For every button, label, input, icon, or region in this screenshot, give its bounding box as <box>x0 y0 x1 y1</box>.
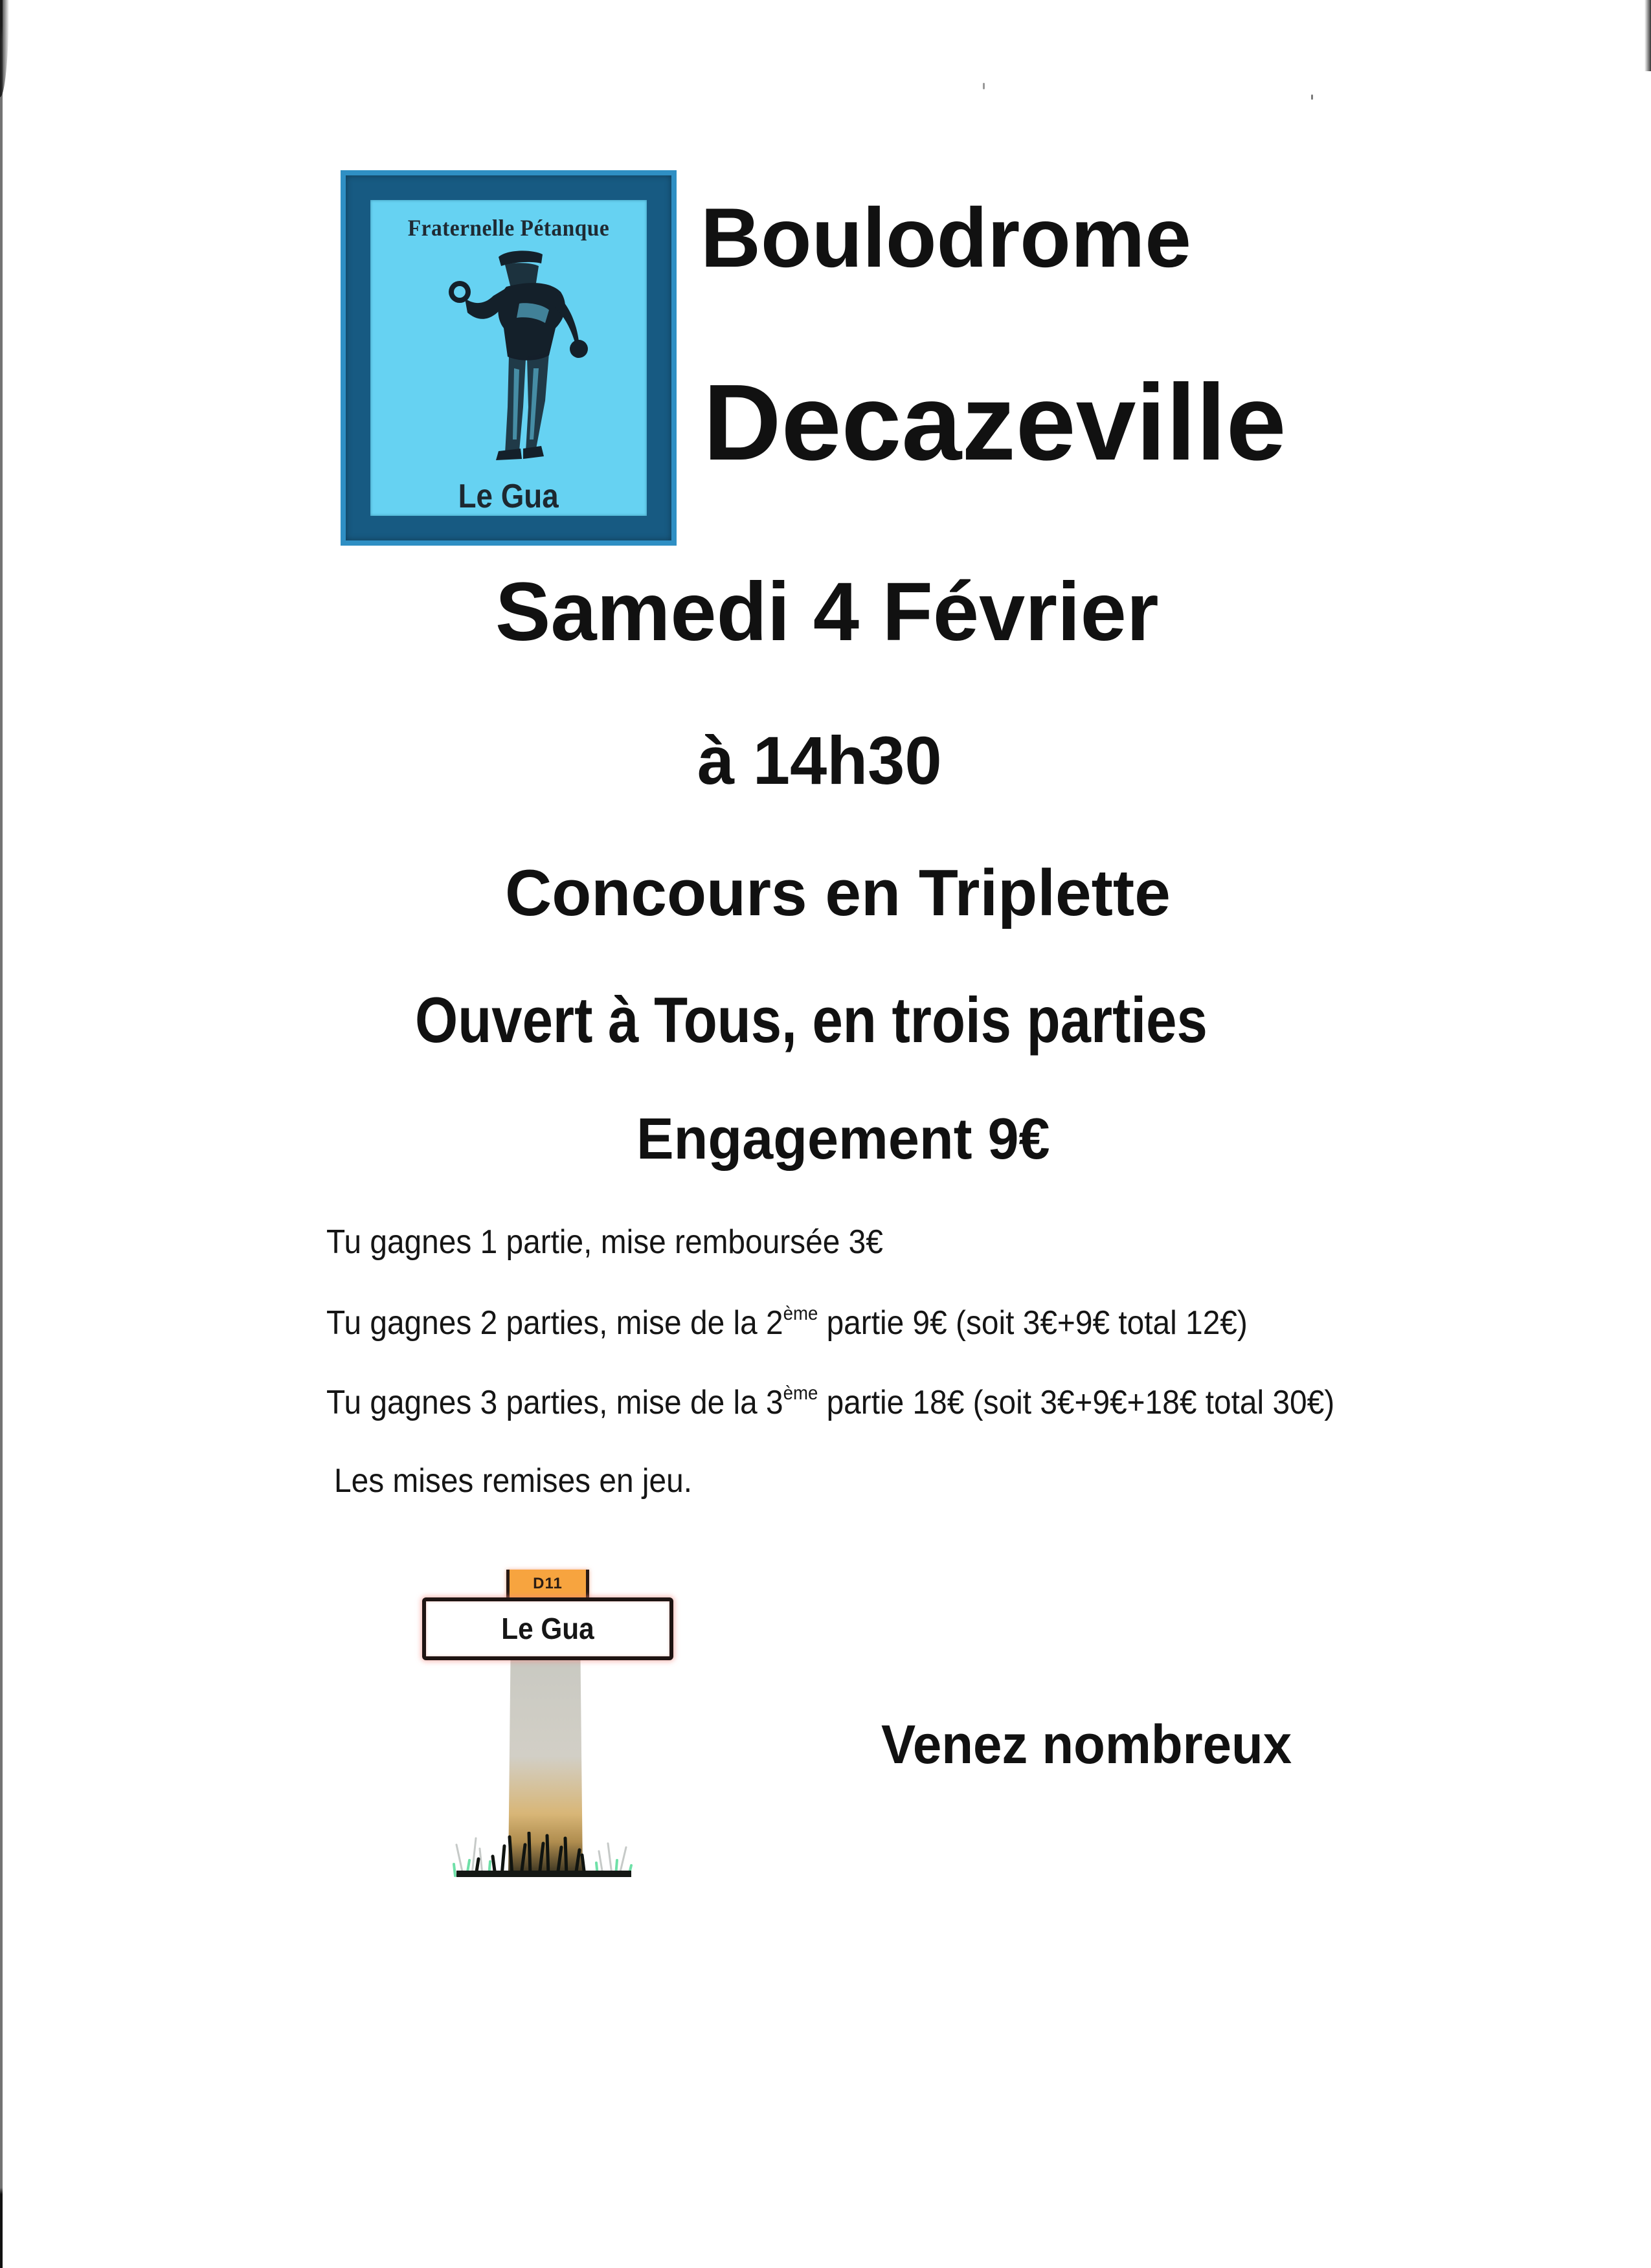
logo-panel <box>370 200 647 516</box>
scan-speck <box>1311 94 1313 100</box>
venue-label: Boulodrome <box>701 190 1191 285</box>
rule-line: Tu gagnes 3 parties, mise de la 3ème partie 18€ (soit 3€+9€+18€ total 30€) <box>326 1383 1335 1421</box>
event-date: Samedi 4 Février <box>495 566 1159 658</box>
scan-speck <box>983 83 985 89</box>
logo-club-name: Fraternelle Pétanque <box>407 215 610 241</box>
grass-icon <box>450 1832 638 1877</box>
logo-location: Le Gua <box>458 478 559 515</box>
ordinal-suffix: ème <box>783 1303 818 1324</box>
scan-corner-shadow <box>1645 0 1651 71</box>
venue-city: Decazeville <box>703 362 1286 483</box>
club-logo <box>341 170 677 546</box>
contest-type: Concours en Triplette <box>505 857 1171 929</box>
scan-corner-shadow <box>0 0 9 97</box>
rule-line: Les mises remises en jeu. <box>334 1462 693 1500</box>
closing-message: Venez nombreux <box>881 1714 1292 1775</box>
rule-line: Tu gagnes 2 parties, mise de la 2ème partie 9€ (soit 3€+9€ total 12€) <box>326 1303 1248 1342</box>
petanque-player-icon <box>422 245 616 465</box>
town-sign: Le Gua <box>422 1597 673 1660</box>
road-number-plate: D11 <box>506 1570 589 1599</box>
scan-edge <box>0 0 3 2268</box>
ordinal-suffix: ème <box>783 1383 818 1404</box>
event-time: à 14h30 <box>697 723 942 799</box>
rule-line: Tu gagnes 1 partie, mise remboursée 3€ <box>326 1223 883 1261</box>
road-sign-illustration <box>414 1560 686 1884</box>
contest-format: Ouvert à Tous, en trois parties <box>415 984 1207 1056</box>
logo-frame <box>346 175 671 540</box>
entry-fee: Engagement 9€ <box>636 1107 1050 1172</box>
